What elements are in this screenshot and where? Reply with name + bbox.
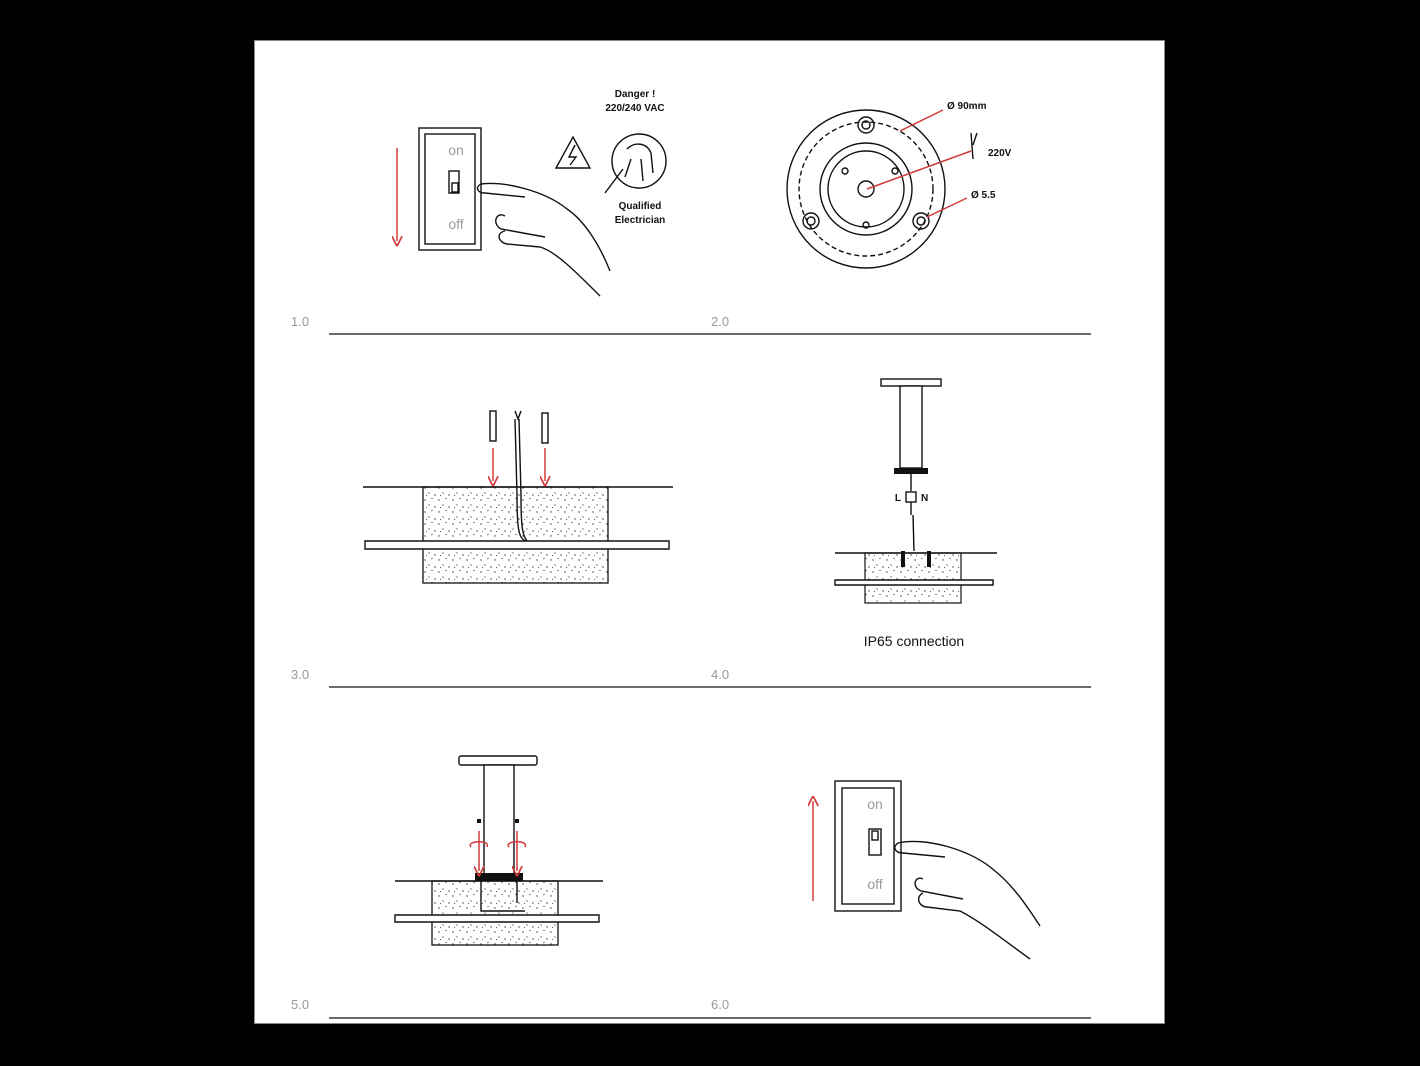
wall-switch-on [835,781,901,911]
step-number-6: 6.0 [711,997,730,1012]
danger-label-line1: Danger ! [614,89,656,100]
column-base [894,468,928,474]
step-5-panel [395,756,603,945]
switch-on-label: on [867,796,883,812]
switch-off-label: off [448,216,464,232]
switch-off-label: off [867,876,883,892]
base-plate-top-view [787,110,945,268]
electrician-label-line1: Qualified [618,201,662,212]
step-6-panel [813,781,1040,959]
instruction-diagram [255,41,1166,1025]
step-number-3: 3.0 [291,667,310,682]
concrete-block [865,553,961,603]
concrete-block [432,881,558,945]
voltage-leader [867,151,971,189]
step-number-5: 5.0 [291,997,310,1012]
step-1-panel [397,89,666,296]
column-base [475,873,523,881]
step-number-1: 1.0 [291,314,310,329]
concrete-block [423,487,608,583]
ip65-caption: IP65 connection [863,633,965,649]
step-4-panel [835,379,997,649]
light-head [881,379,941,386]
light-column [900,386,922,468]
anchor-right [542,413,548,443]
connector-n-label: N [921,493,929,504]
hand-icon [478,183,610,296]
light-head [459,756,537,765]
voltage-label: 220V [988,148,1012,159]
switch-on-label: on [448,142,464,158]
connector-l-label: L [894,493,901,504]
step-2-panel [787,101,1012,268]
electrician-label-line2: Electrician [614,215,666,226]
danger-label-line2: 220/240 VAC [605,103,665,114]
step-number-2: 2.0 [711,314,730,329]
light-column [484,765,514,875]
electrician-icon [605,134,666,193]
warning-triangle-icon [556,137,590,168]
connector-block [906,492,916,502]
hole-leader [927,198,967,217]
hand-icon [895,841,1040,959]
wall-switch-off [419,128,481,250]
instruction-sheet [254,40,1165,1024]
diameter-label: Ø 90mm [947,101,987,112]
step-number-4: 4.0 [711,667,730,682]
cable-icon [971,133,977,159]
anchor-left [490,411,496,441]
step-3-panel [363,411,673,583]
hole-label: Ø 5.5 [971,190,996,201]
